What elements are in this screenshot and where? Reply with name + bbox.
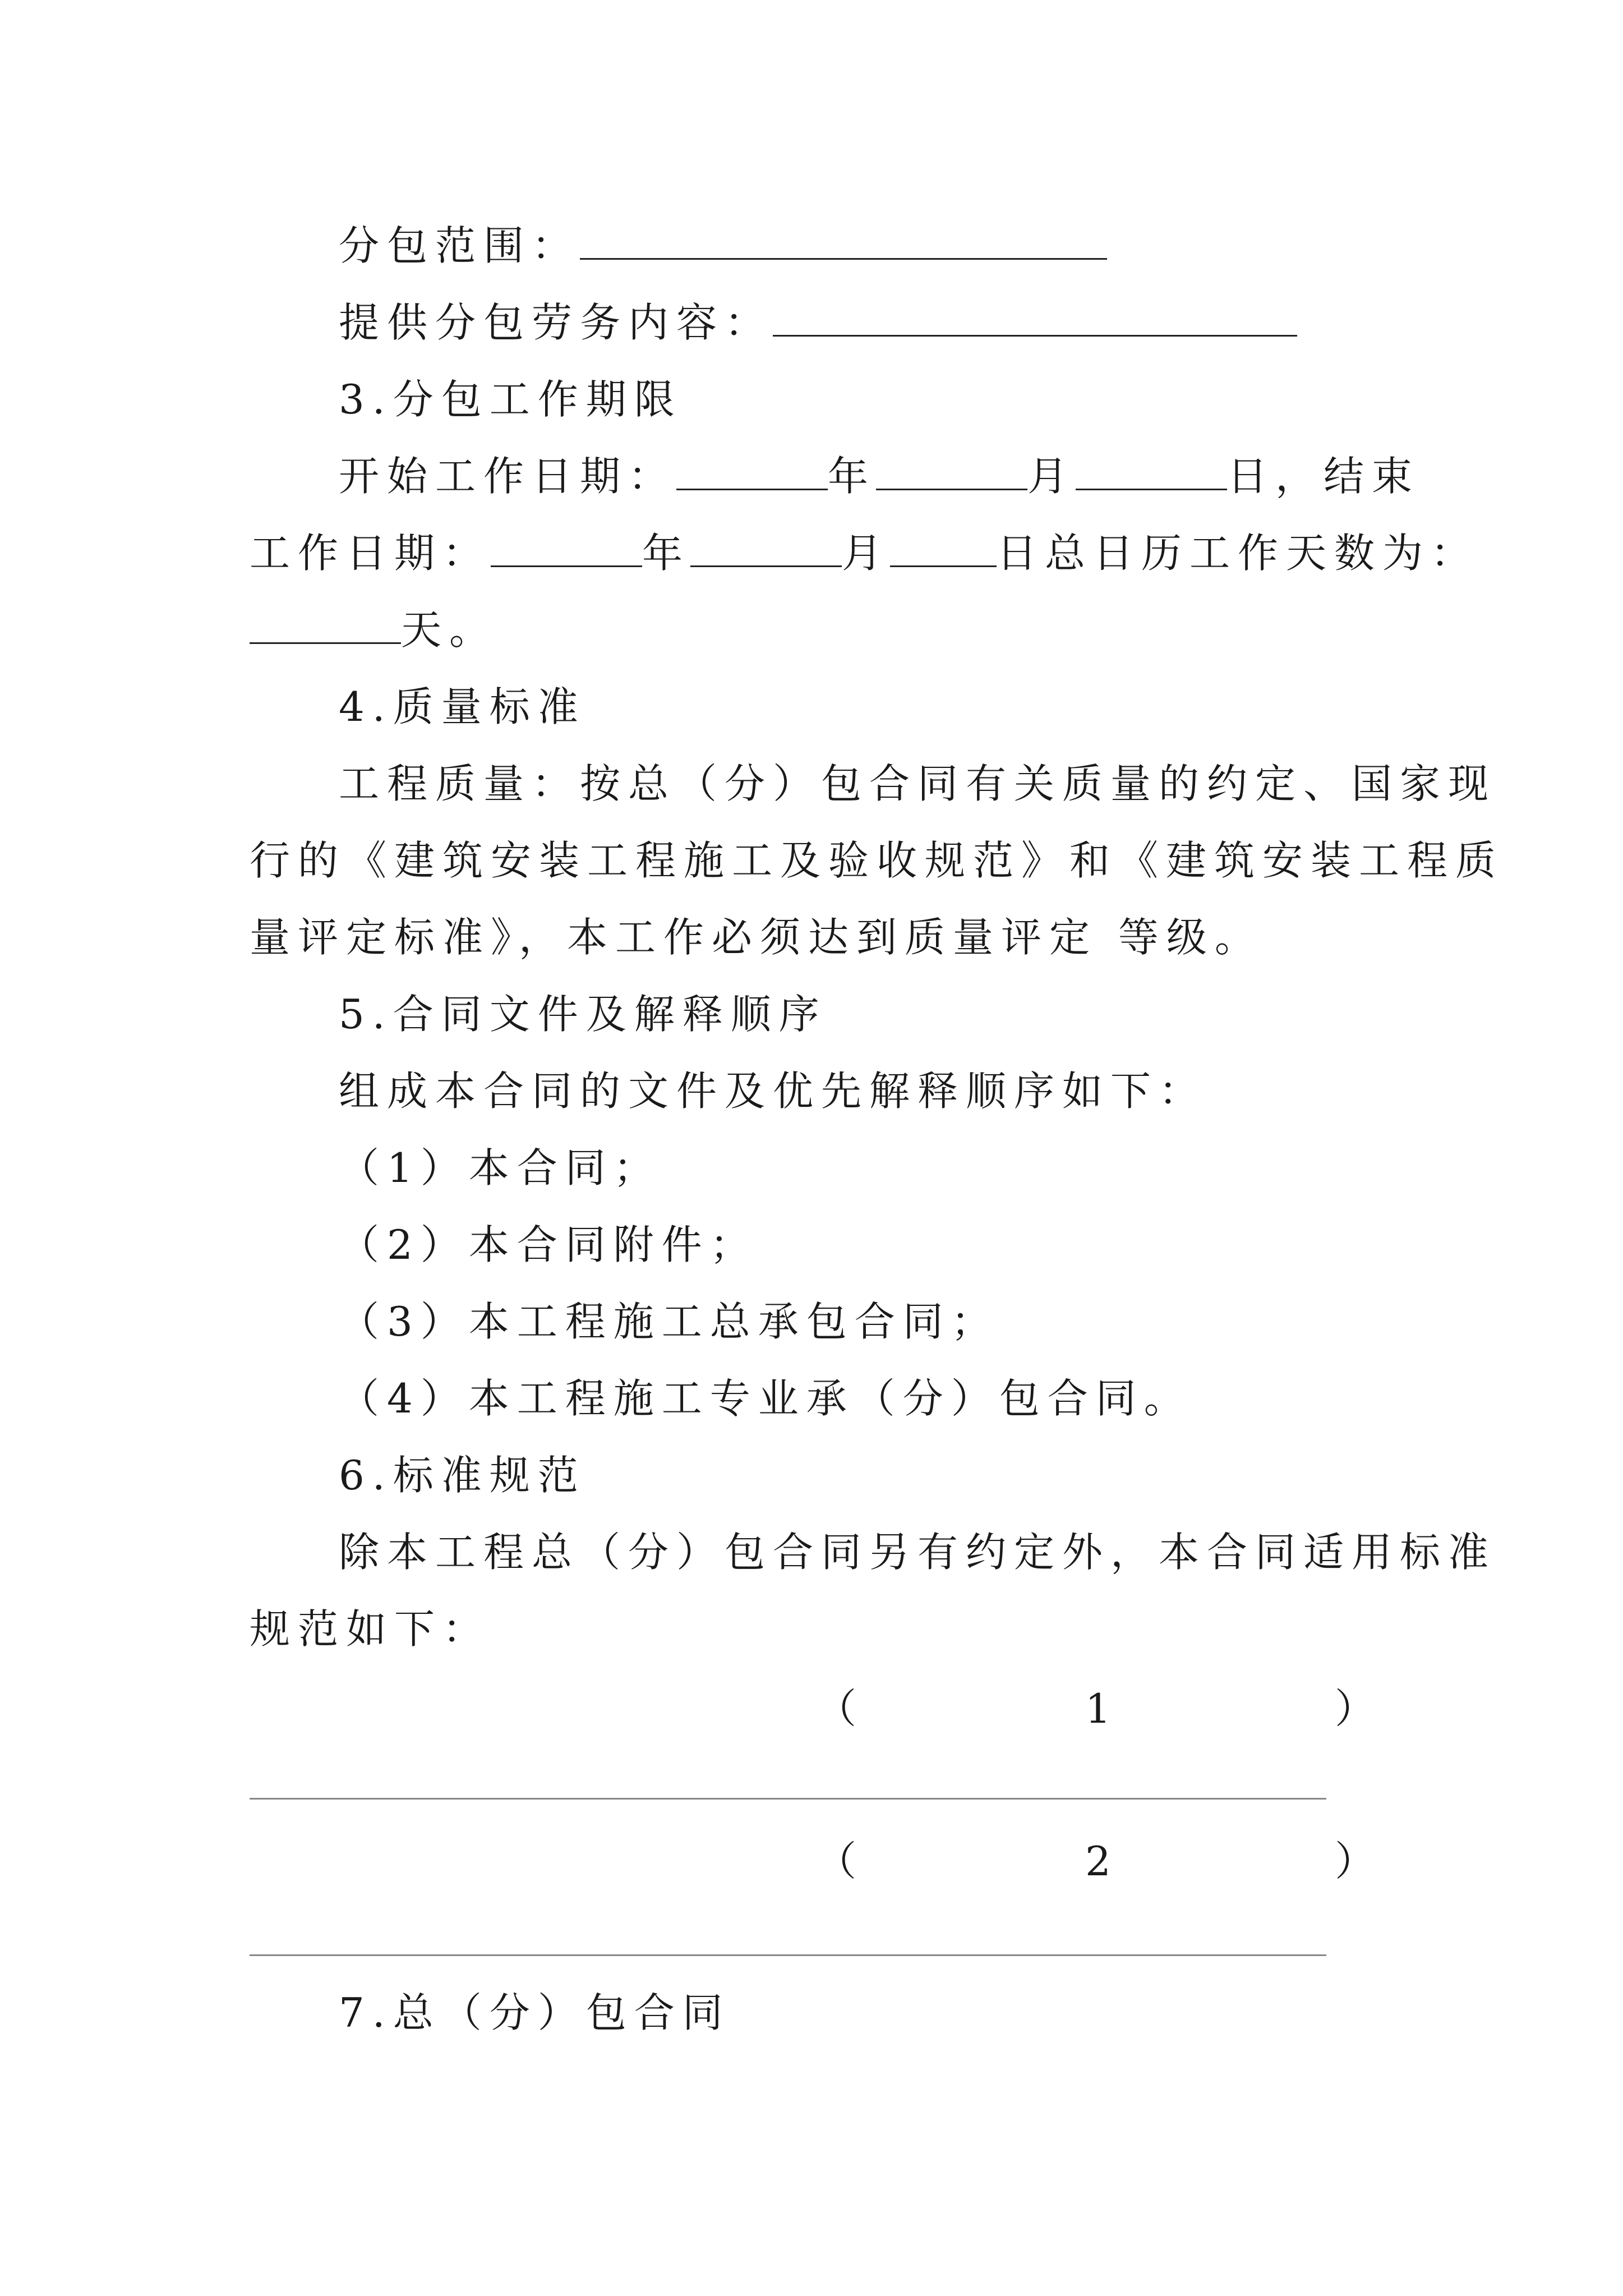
labor-content-line xyxy=(339,296,1297,349)
section7-heading: 7.总（分）包合同 xyxy=(339,1989,731,2036)
ref-2-close: ） xyxy=(1335,1838,1376,1885)
ref-1-close: ） xyxy=(1335,1685,1376,1732)
start-day-blank xyxy=(1076,455,1227,490)
end-month-blank xyxy=(690,532,842,567)
section5-item-2: （2）本合同附件； xyxy=(339,1221,758,1268)
start-date-line xyxy=(339,449,1420,503)
section5-item-1: （1）本合同； xyxy=(339,1144,662,1191)
section4-line2: 行的《建筑安装工程施工及验收规范》和《建筑安装工程质 xyxy=(250,837,1504,884)
total-days-blank xyxy=(250,609,401,644)
labor-content-blank xyxy=(773,301,1297,337)
ref-1-open: （ xyxy=(816,1685,857,1732)
end-day-blank xyxy=(890,532,997,567)
ref-1-number: 1 xyxy=(1085,1685,1111,1732)
start-day-end-label: 日，结束 xyxy=(1227,453,1421,500)
end-date-line xyxy=(250,526,1479,580)
section4-heading: 4.质量标准 xyxy=(339,683,586,730)
total-days-label: 日总日历工作天数为： xyxy=(997,530,1479,577)
scope-label: 分包范围： xyxy=(339,222,580,269)
ref-2-number: 2 xyxy=(1085,1838,1111,1885)
standard-ref-1-blank xyxy=(250,1798,1326,1800)
end-year-label: 年 xyxy=(642,530,691,577)
total-days-line xyxy=(250,603,497,657)
section6-line2: 规范如下： xyxy=(250,1605,491,1653)
section5-intro: 组成本合同的文件及优先解释顺序如下： xyxy=(339,1068,1207,1115)
standard-ref-2-blank xyxy=(250,1954,1326,1956)
section3-heading: 3.分包工作期限 xyxy=(339,376,683,423)
section6-heading: 6.标准规范 xyxy=(339,1452,586,1499)
section5-item-4: （4）本工程施工专业承（分）包合同。 xyxy=(339,1375,1192,1422)
scope-line xyxy=(339,219,1107,273)
ref-2-open: （ xyxy=(816,1838,857,1885)
end-year-blank xyxy=(491,532,642,567)
end-date-label: 工作日期： xyxy=(250,530,491,577)
start-year-blank xyxy=(676,455,828,490)
section5-heading: 5.合同文件及解释顺序 xyxy=(339,991,827,1038)
days-suffix: 天。 xyxy=(401,606,498,654)
section4-line1: 工程质量：按总（分）包合同有关质量的约定、国家现 xyxy=(339,760,1497,807)
end-month-label: 月 xyxy=(842,530,891,577)
labor-content-label: 提供分包劳务内容： xyxy=(339,299,773,346)
start-month-label: 月 xyxy=(1027,453,1076,500)
start-month-blank xyxy=(876,455,1027,490)
section4-line3: 量评定标准》，本工作必须达到质量评定 等级。 xyxy=(250,914,1263,961)
scope-blank xyxy=(580,224,1107,260)
start-date-label: 开始工作日期： xyxy=(339,453,677,500)
start-year-label: 年 xyxy=(828,453,877,500)
section5-item-3: （3）本工程施工总承包合同； xyxy=(339,1298,999,1345)
section6-line1: 除本工程总（分）包合同另有约定外，本合同适用标准 xyxy=(339,1529,1497,1576)
